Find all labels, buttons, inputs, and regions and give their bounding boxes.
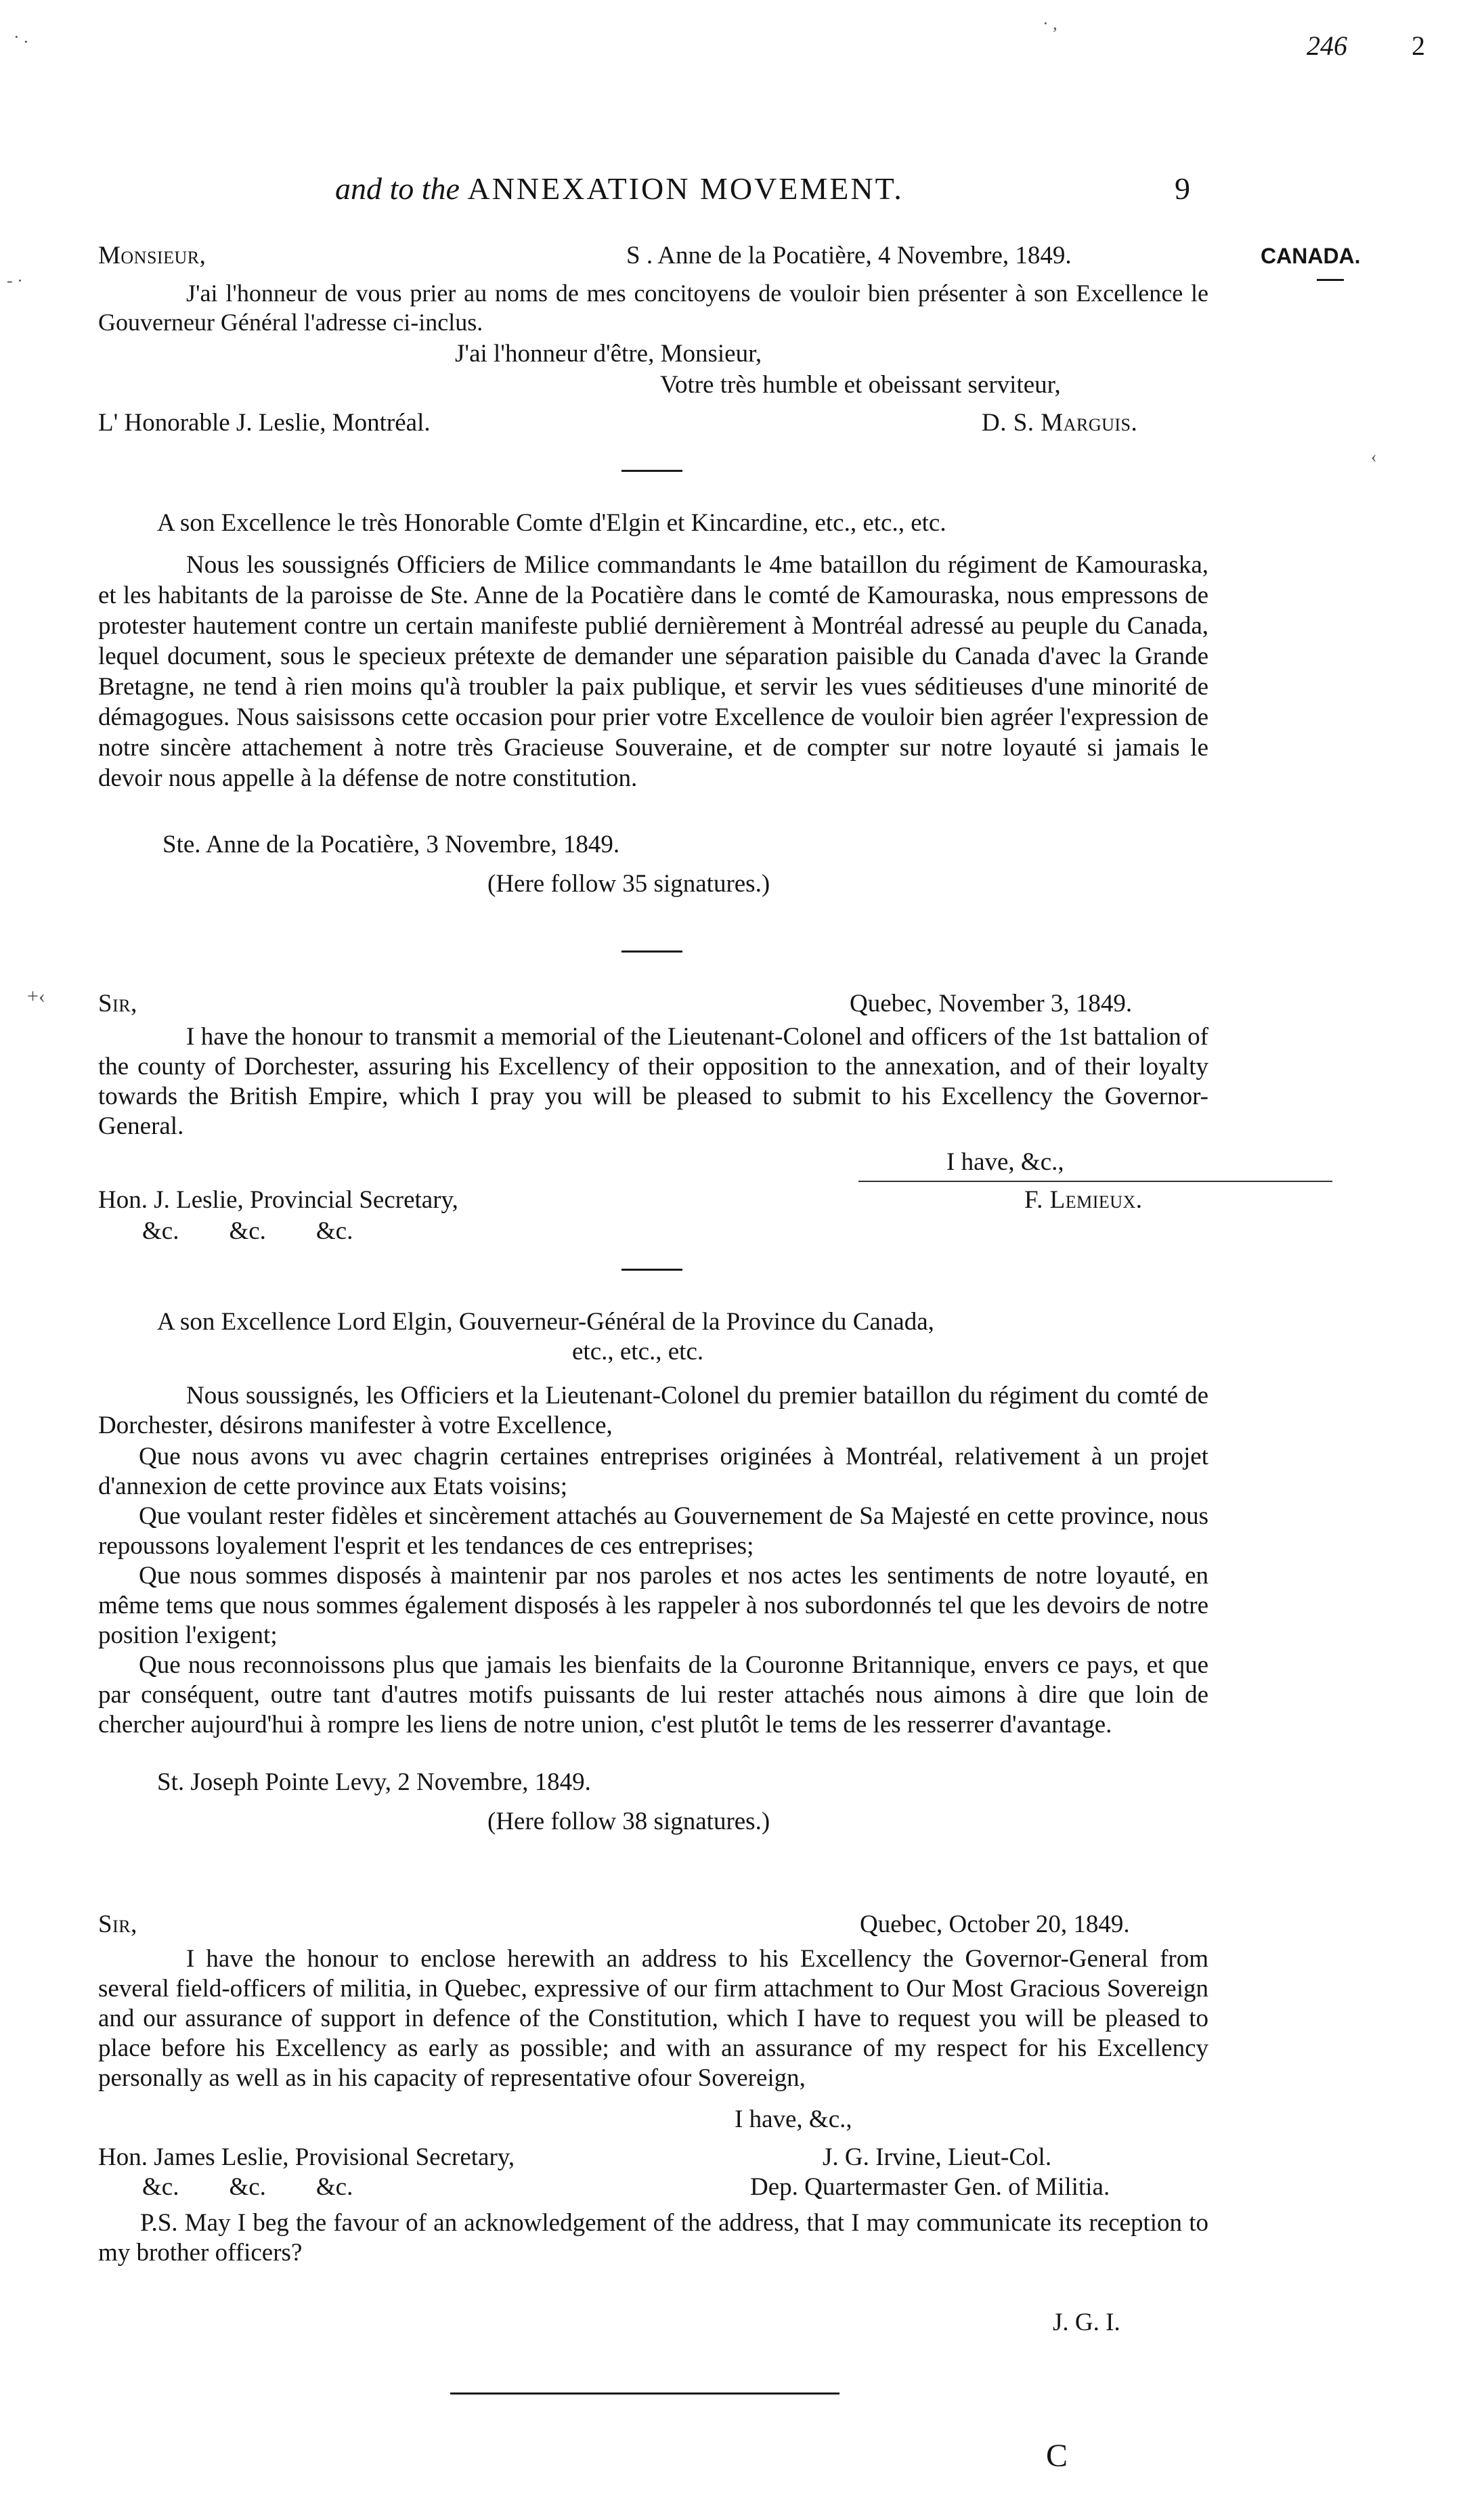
- closing-rule: [450, 2392, 839, 2395]
- section-divider: [621, 950, 682, 953]
- address2-place-date: St. Joseph Pointe Levy, 2 Novembre, 1849.: [157, 1768, 591, 1796]
- letter2-body: I have the honour to transmit a memorial of the Lieutenant-Colonel and officers of the 1st battalion of the county of Dorchester, assuring his Excellency of their opposition to the annexation, and of their loyalty towards the British Empire, which I pray you will be pleased to submit to his Excellency the Governor-General.: [98, 1023, 1208, 1140]
- letter1-closing-1: J'ai l'honneur d'être, Monsieur,: [455, 340, 762, 368]
- address2-heading-line-1: A son Excellence Lord Elgin, Gouverneur-Général de la Province du Canada,: [157, 1308, 934, 1336]
- letter3-signature-title: Dep. Quartermaster Gen. of Militia.: [750, 2173, 1110, 2201]
- letter3-postscript: P.S. May I beg the favour of an acknowledgement of the address, that I may communicate its reception to my brother officers?: [98, 2209, 1208, 2267]
- address1-place-date: Ste. Anne de la Pocatière, 3 Novembre, 1849.: [162, 831, 620, 858]
- letter2-signature: F. Lemieux.: [1024, 1186, 1143, 1214]
- address2-paragraph-3: Que nous sommes disposés à maintenir par nos paroles et nos actes les sentiments de notre loyauté, en même tems que nous sommes également disposés à les rappeler à nos subordonnés tel que les devoirs de notre position l'exigent;: [98, 1562, 1208, 1649]
- running-header: [335, 171, 904, 206]
- letter3-place-date: Quebec, October 20, 1849.: [860, 1910, 1130, 1938]
- letter1-closing-2: Votre très humble et obeissant serviteur,: [660, 371, 1061, 399]
- scan-speck: +‹: [27, 985, 45, 1007]
- section-divider: [621, 470, 682, 472]
- letter3-signature: J. G. Irvine, Lieut-Col.: [823, 2143, 1052, 2171]
- letter3-closing: I have, &c.,: [735, 2105, 852, 2133]
- address2-heading-line-2: etc., etc., etc.: [572, 1338, 704, 1365]
- scan-speck: - ·: [7, 271, 23, 290]
- letter2-recipient-etc: &c. &c. &c.: [142, 1217, 353, 1245]
- signature-mark: C: [1046, 2438, 1068, 2474]
- address2-signatures-note: (Here follow 38 signatures.): [487, 1808, 770, 1835]
- address2-intro: Nous soussignés, les Officiers et la Lieutenant-Colonel du premier bataillon du régiment du comté de Dorchester, désirons manifester à votre Excellence,: [98, 1382, 1208, 1439]
- letter3-salutation: Sir,: [98, 1910, 137, 1938]
- header-title: ANNEXATION MOVEMENT.: [467, 171, 904, 206]
- margin-note-underline: [1317, 279, 1344, 281]
- address1-signatures-note: (Here follow 35 signatures.): [487, 870, 770, 898]
- letter2-pen-stroke: [858, 1181, 1332, 1182]
- letter3-recipient: Hon. James Leslie, Provisional Secretary,: [98, 2143, 515, 2171]
- letter1-body: J'ai l'honneur de vous prier au noms de mes concitoyens de vouloir bien présenter à son Excellence le Gouverneur Général l'adresse ci-inclus.: [98, 280, 1208, 336]
- letter3-recipient-etc: &c. &c. &c.: [142, 2173, 353, 2201]
- folio-stamp: 246: [1307, 30, 1347, 61]
- letter2-salutation: Sir,: [98, 990, 137, 1018]
- letter3-initials: J. G. I.: [1053, 2309, 1120, 2336]
- letter2-place-date: Quebec, November 3, 1849.: [850, 990, 1133, 1018]
- address1-body: Nous les soussignés Officiers de Milice commandants le 4me bataillon du régiment de Kamouraska, et les habitants de la paroisse de Ste. Anne de la Pocatière dans le comté de Kamouraska, nous empressons de protester hautement contre un certain manifeste publié dernièrement à Montréal adressé au peuple du Canada, lequel document, sous le specieux prétexte de demander une séparation paisible du Canada d'avec la Grande Bretagne, ne tend à rien moins qu'à troubler la paix publique, et servir les vues séditieuses d'une minorité de démagogues. Nous saisissons cette occasion pour prier votre Excellence de vouloir bien agréer l'expression de notre sincère attachement à notre très Gracieuse Souveraine, et de compter sur notre loyauté si jamais le devoir nous appelle à la défense de notre constitution.: [98, 551, 1208, 792]
- margin-note-canada: CANADA.: [1261, 244, 1361, 268]
- letter1-place-date: S . Anne de la Pocatière, 4 Novembre, 1849.: [626, 242, 1072, 269]
- address2-paragraph-4: Que nous reconnoissons plus que jamais les bienfaits de la Couronne Britannique, envers ce pays, et que par conséquent, outre tant d'autres motifs puissants de lui rester attachés nous aimons à dire que loin de chercher aujourd'hui à rompre les liens de notre union, c'est plutôt le tems de les resserrer d'avantage.: [98, 1651, 1208, 1739]
- page-number: 9: [1175, 171, 1190, 206]
- letter2-recipient: Hon. J. Leslie, Provincial Secretary,: [98, 1186, 458, 1214]
- header-prefix: and to the: [335, 171, 460, 206]
- scan-speck: · .: [14, 27, 28, 47]
- address1-heading: A son Excellence le très Honorable Comte d'Elgin et Kincardine, etc., etc., etc.: [157, 509, 946, 537]
- folio-number: 2: [1412, 30, 1425, 61]
- section-divider: [621, 1269, 682, 1271]
- scan-speck: · ,: [1043, 14, 1057, 33]
- scan-speck: ‹: [1371, 447, 1377, 466]
- address2-paragraph-2: Que voulant rester fidèles et sincèrement attachés au Gouvernement de Sa Majesté en cette province, nous repoussons loyalement l'esprit et les tendances de ces entreprises;: [98, 1502, 1208, 1560]
- address2-paragraph-1: Que nous avons vu avec chagrin certaines entreprises originées à Montréal, relativement à un projet d'annexion de cette province aux Etats voisins;: [98, 1443, 1208, 1500]
- letter1-recipient: L' Honorable J. Leslie, Montréal.: [98, 409, 431, 437]
- letter2-closing: I have, &c.,: [946, 1148, 1064, 1176]
- letter3-body: I have the honour to enclose herewith an address to his Excellency the Governor-General from several field-officers of militia, in Quebec, expressive of our firm attachment to Our Most Gracious Sovereign and our assurance of support in defence of the Constitution, which I have to request you will be pleased to place before his Excellency as early as possible; and with an assurance of my respect for his Excellency personally as well as in his capacity of representative ofour Sovereign,: [98, 1945, 1208, 2092]
- letter1-signature: D. S. Marguis.: [982, 409, 1138, 437]
- letter1-salutation: Monsieur,: [98, 242, 206, 269]
